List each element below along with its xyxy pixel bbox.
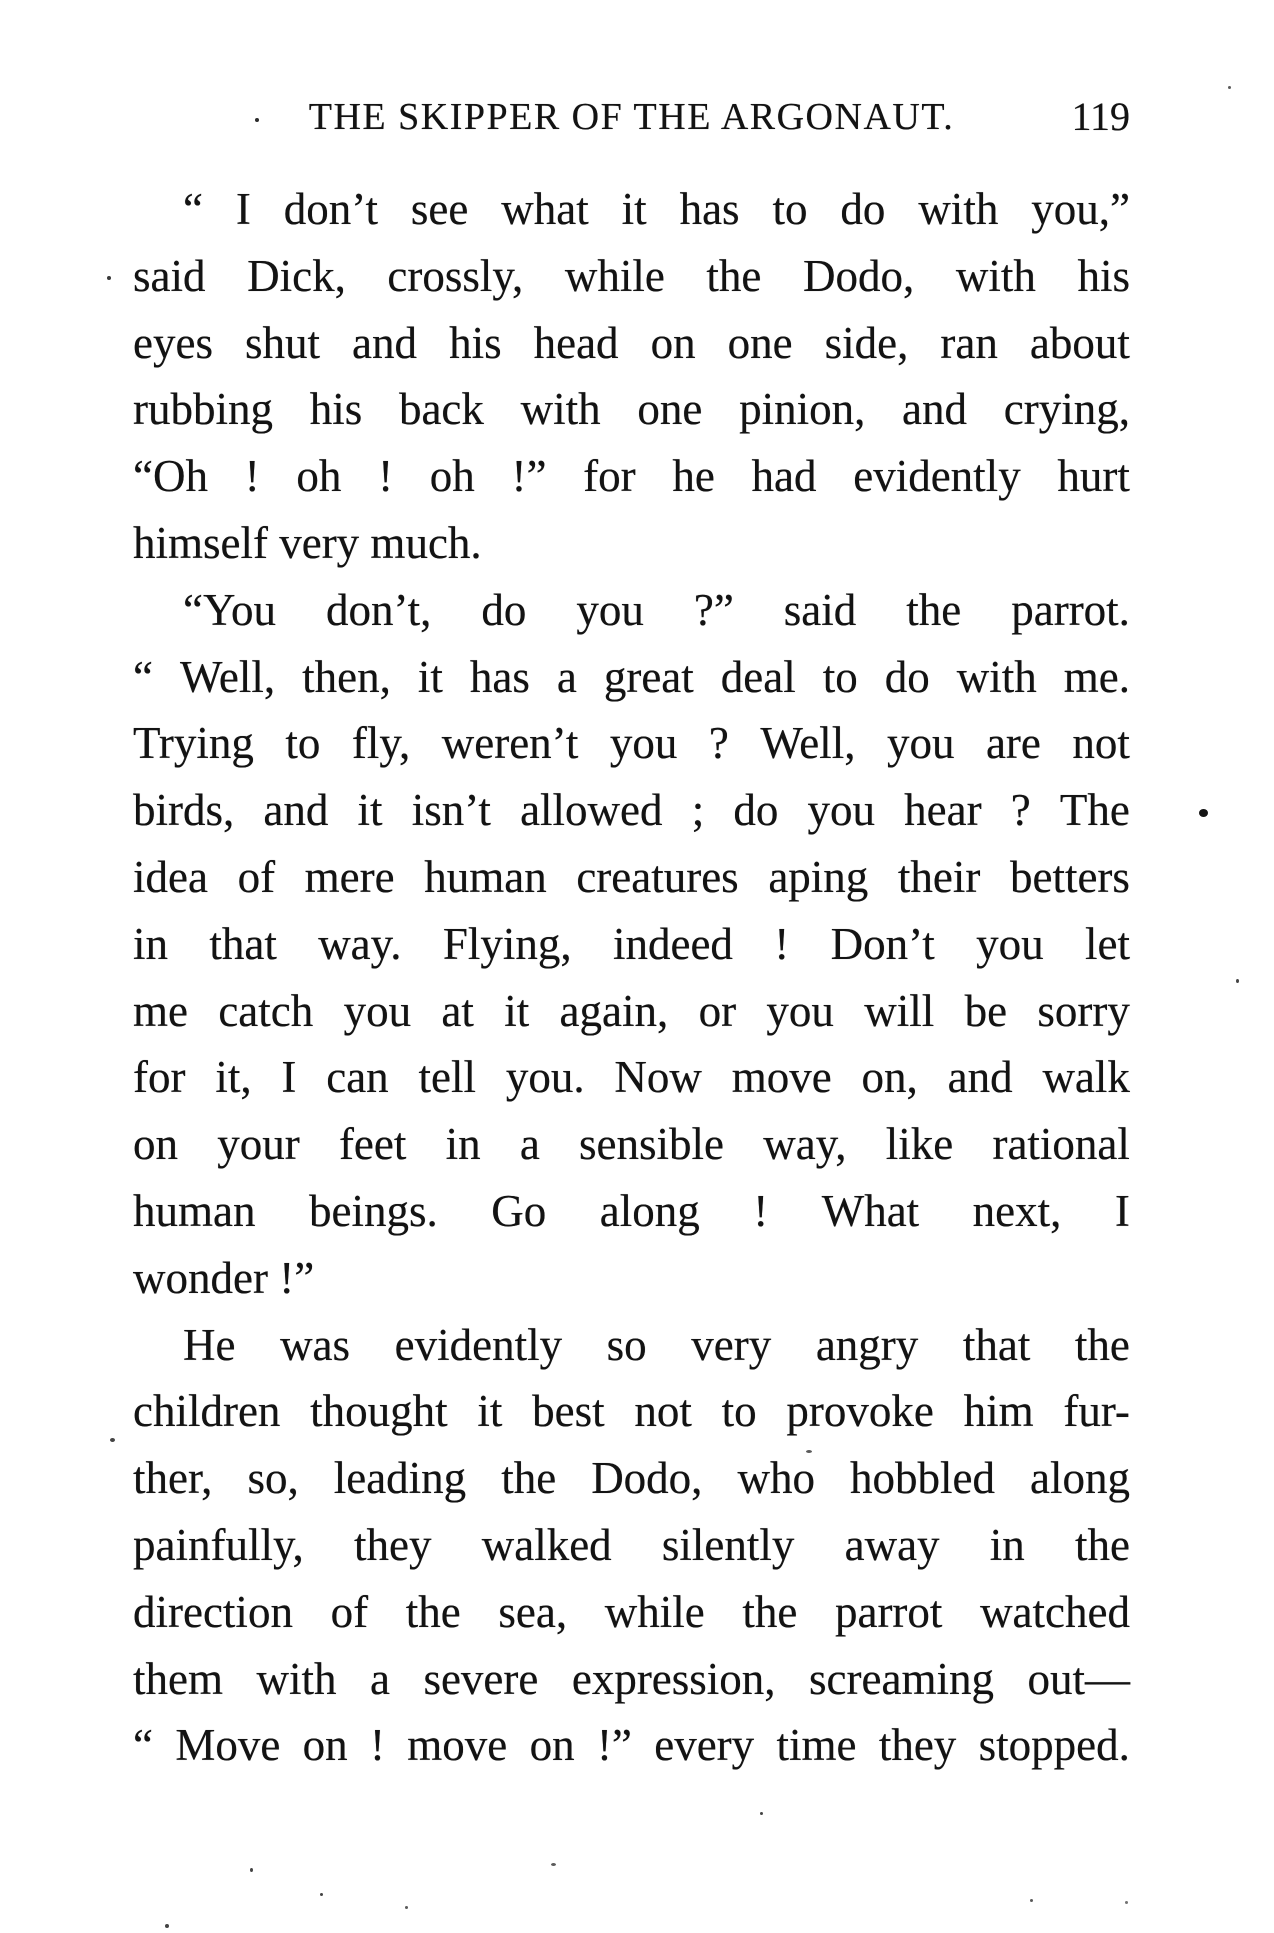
text-line [133, 844, 1130, 911]
word: Well, [760, 718, 856, 769]
word: the [405, 1586, 461, 1637]
word: indeed [612, 918, 733, 969]
running-title: THE SKIPPER OF THE ARGONAUT. [308, 96, 955, 138]
word: will [864, 985, 935, 1036]
word: allowed [520, 785, 663, 836]
word: aping [768, 851, 869, 902]
scan-speck [1030, 1899, 1033, 1902]
word: it, [215, 1052, 252, 1103]
word: side, [824, 317, 909, 368]
word: you [343, 985, 412, 1036]
scan-speck [551, 1863, 556, 1866]
word: that [962, 1319, 1031, 1370]
word: rational [992, 1119, 1130, 1170]
word: “ [133, 1720, 153, 1771]
word: evidently [394, 1319, 563, 1370]
word: his [309, 384, 363, 435]
scan-speck [1228, 86, 1231, 89]
word: every [654, 1720, 755, 1771]
scan-speck [107, 276, 111, 280]
word: out— [1027, 1653, 1130, 1704]
scan-speck [1236, 979, 1239, 983]
word: rubbing [133, 384, 273, 435]
word: sorry [1037, 985, 1130, 1036]
word: you [976, 918, 1044, 969]
word: about [1029, 317, 1130, 368]
word: walked [481, 1519, 612, 1570]
word: best [532, 1386, 605, 1437]
word: away [844, 1519, 940, 1570]
word: in [445, 1119, 481, 1170]
word: parrot [834, 1586, 943, 1637]
word: leading [333, 1453, 467, 1504]
word: ther, [133, 1453, 213, 1504]
word: on [133, 1119, 178, 1170]
word: fur- [1063, 1386, 1130, 1437]
word: Trying [133, 718, 254, 769]
word: He [183, 1319, 236, 1370]
text-line [133, 1111, 1130, 1178]
word: walk [1042, 1052, 1130, 1103]
word: oh [429, 451, 475, 502]
word: Well, [179, 651, 276, 702]
word: I [235, 184, 251, 234]
paragraph [133, 1312, 1130, 1780]
word: in [989, 1519, 1025, 1570]
word: ? [1010, 785, 1031, 836]
paragraph [133, 577, 1130, 1312]
word: human [424, 851, 547, 902]
word: Dodo, [591, 1453, 703, 1504]
word: like [885, 1119, 954, 1170]
word: crossly, [387, 250, 524, 301]
word: so [606, 1319, 647, 1370]
word: or [698, 985, 737, 1036]
word: betters [1009, 851, 1130, 902]
word: beings. [308, 1185, 438, 1236]
word: human [133, 1185, 256, 1236]
word: !” [596, 1720, 632, 1771]
word: deal [720, 651, 796, 702]
word: crying, [1003, 384, 1130, 435]
text-line: wonder !” [133, 1252, 315, 1303]
word: ! [753, 1185, 769, 1236]
word: painfully, [133, 1519, 304, 1570]
word: me [133, 985, 188, 1036]
word: a [556, 651, 577, 702]
word: ! [774, 918, 790, 969]
text-line [133, 911, 1130, 978]
word: “ [133, 651, 153, 702]
word: ! [378, 451, 394, 502]
text-line [133, 376, 1130, 443]
word: the [1075, 1519, 1130, 1570]
word: watched [980, 1586, 1130, 1637]
word: again, [559, 985, 669, 1036]
scan-speck [165, 1924, 169, 1928]
word: it [504, 985, 530, 1036]
word: angry [815, 1319, 919, 1370]
word: “You [183, 584, 276, 635]
word: on, [861, 1052, 918, 1103]
word: the [501, 1453, 557, 1504]
word: to [285, 718, 321, 769]
word: I [1114, 1185, 1130, 1236]
scan-speck [250, 1868, 253, 1872]
word: pinion, [739, 384, 866, 435]
word: Dodo, [803, 250, 915, 301]
word: expression, [571, 1653, 776, 1704]
word: way. [318, 918, 402, 969]
text-line [133, 443, 1130, 510]
word: “ [183, 184, 203, 234]
word: they [878, 1720, 957, 1771]
word: move [407, 1720, 508, 1771]
text-line [133, 243, 1130, 310]
word: your [217, 1119, 300, 1170]
text-line: himself very much. [133, 517, 482, 568]
word: “Oh [133, 451, 208, 502]
word: for [133, 1052, 186, 1103]
word: ?” [693, 584, 734, 635]
word: feet [338, 1119, 407, 1170]
word: hobbled [849, 1453, 995, 1504]
text-line [133, 1378, 1130, 1445]
word: on [650, 317, 696, 368]
word: with [256, 1653, 337, 1704]
page-body [133, 176, 1130, 1779]
word: with [955, 250, 1036, 301]
word: who [737, 1453, 815, 1504]
word: Don’t [830, 918, 935, 969]
word: The [1059, 785, 1130, 836]
word: with [956, 651, 1037, 702]
word: their [897, 851, 981, 902]
word: hear [904, 785, 982, 836]
word: head [533, 317, 619, 368]
scan-speck [1125, 1901, 1128, 1904]
word: and [263, 785, 329, 836]
word: me. [1063, 651, 1130, 702]
word: it [621, 184, 647, 234]
word: him [963, 1386, 1034, 1437]
word: you [609, 718, 678, 769]
word: stopped. [978, 1720, 1130, 1771]
word: along [1029, 1453, 1130, 1504]
word: you,” [1031, 184, 1130, 234]
word: at [441, 985, 474, 1036]
word: evidently [853, 451, 1021, 502]
word: he [672, 451, 715, 502]
word: ! [244, 451, 260, 502]
word: Flying, [442, 918, 572, 969]
word: the [1074, 1319, 1130, 1370]
word: thought [310, 1386, 448, 1437]
word: had [751, 451, 817, 502]
word: it [417, 651, 443, 702]
word: fly, [351, 718, 411, 769]
word: on [529, 1720, 575, 1771]
word: birds, [133, 785, 235, 836]
scan-speck [405, 1906, 408, 1909]
text-line [133, 644, 1130, 711]
word: severe [423, 1653, 539, 1704]
word: let [1085, 918, 1130, 969]
word: one [727, 317, 793, 368]
text-line [133, 777, 1130, 844]
word: I [281, 1052, 297, 1103]
word: said [133, 250, 206, 301]
word: ? [708, 718, 729, 769]
word: the [906, 584, 962, 635]
word: oh [296, 451, 342, 502]
word: a [519, 1119, 540, 1170]
page-number: 119 [1071, 94, 1130, 139]
word: not [634, 1386, 692, 1437]
word: catch [218, 985, 314, 1036]
word: along [599, 1185, 700, 1236]
word: ; [691, 785, 705, 836]
word: for [583, 451, 636, 502]
word: the [742, 1586, 798, 1637]
word: great [603, 651, 694, 702]
word: his [449, 317, 502, 368]
word: them [133, 1653, 223, 1704]
word: weren’t [441, 718, 579, 769]
word: sensible [579, 1119, 725, 1170]
word: tell [418, 1052, 476, 1103]
text-line [133, 1044, 1130, 1111]
word: hurt [1057, 451, 1130, 502]
word: do [884, 651, 930, 702]
word: to [822, 651, 858, 702]
word: while [604, 1586, 705, 1637]
word: it [357, 785, 383, 836]
word: what [501, 184, 589, 234]
word: next, [972, 1185, 1062, 1236]
text-line [133, 176, 1130, 243]
text-line [133, 310, 1130, 377]
word: are [985, 718, 1041, 769]
word: back [398, 384, 484, 435]
word: and [352, 317, 418, 368]
word: has [679, 184, 740, 234]
word: don’t, [325, 584, 432, 635]
word: do [840, 184, 886, 234]
scan-speck [1199, 809, 1208, 817]
scan-speck [110, 1438, 115, 1442]
word: !” [511, 451, 547, 502]
text-line [133, 710, 1130, 777]
text-line [133, 1646, 1130, 1713]
word: with [520, 384, 601, 435]
word: and [947, 1052, 1013, 1103]
text-line [133, 1712, 1130, 1779]
word: way, [763, 1119, 847, 1170]
word: that [209, 918, 277, 969]
text-line [133, 1312, 1130, 1379]
text-line [133, 577, 1130, 644]
text-line [133, 1445, 1130, 1512]
word: it [477, 1386, 503, 1437]
word: screaming [809, 1653, 994, 1704]
word: ! [369, 1720, 385, 1771]
word: move [731, 1052, 832, 1103]
word: and [902, 384, 968, 435]
word: of [237, 851, 276, 902]
word: you. [505, 1052, 585, 1103]
text-line [133, 1178, 1130, 1245]
word: see [410, 184, 469, 234]
word: mere [304, 851, 395, 902]
word: time [776, 1720, 857, 1771]
word: creatures [576, 851, 739, 902]
word: you [807, 785, 876, 836]
word: the [706, 250, 762, 301]
scan-speck [806, 1450, 812, 1453]
word: do [733, 785, 779, 836]
word: Move [175, 1720, 281, 1771]
word: Go [491, 1185, 547, 1236]
word: direction [133, 1586, 293, 1637]
word: isn’t [411, 785, 491, 836]
word: very [691, 1319, 772, 1370]
word: so, [247, 1453, 299, 1504]
scan-speck [255, 118, 259, 122]
word: his [1077, 250, 1130, 301]
word: to [772, 184, 808, 234]
word: idea [133, 851, 208, 902]
word: do [481, 584, 527, 635]
word: you [576, 584, 644, 635]
word: they [354, 1519, 432, 1570]
word: Dick, [247, 250, 346, 301]
word: don’t [283, 184, 378, 234]
word: while [564, 250, 665, 301]
word: children [133, 1386, 281, 1437]
word: you [766, 985, 834, 1036]
running-header [133, 93, 1130, 141]
paragraph [133, 176, 1130, 577]
scan-speck [760, 1812, 763, 1815]
word: then, [302, 651, 391, 702]
word: you [886, 718, 955, 769]
text-line [133, 1512, 1130, 1579]
word: What [821, 1185, 920, 1236]
word: be [964, 985, 1008, 1036]
word: ran [940, 317, 998, 368]
word: said [783, 584, 857, 635]
word: with [918, 184, 999, 234]
word: not [1072, 718, 1130, 769]
word: Now [614, 1052, 702, 1103]
word: has [469, 651, 530, 702]
word: provoke [786, 1386, 934, 1437]
word: on [302, 1720, 348, 1771]
text-line [133, 978, 1130, 1045]
word: to [721, 1386, 757, 1437]
word: sea, [498, 1586, 568, 1637]
word: shut [245, 317, 321, 368]
word: of [330, 1586, 369, 1637]
word: silently [661, 1519, 795, 1570]
word: one [637, 384, 703, 435]
word: eyes [133, 317, 213, 368]
word: can [326, 1052, 389, 1103]
text-line [133, 1579, 1130, 1646]
scan-speck [320, 1893, 323, 1896]
word: a [369, 1653, 390, 1704]
word: was [280, 1319, 351, 1370]
word: parrot. [1011, 584, 1130, 635]
word: in [133, 918, 169, 969]
